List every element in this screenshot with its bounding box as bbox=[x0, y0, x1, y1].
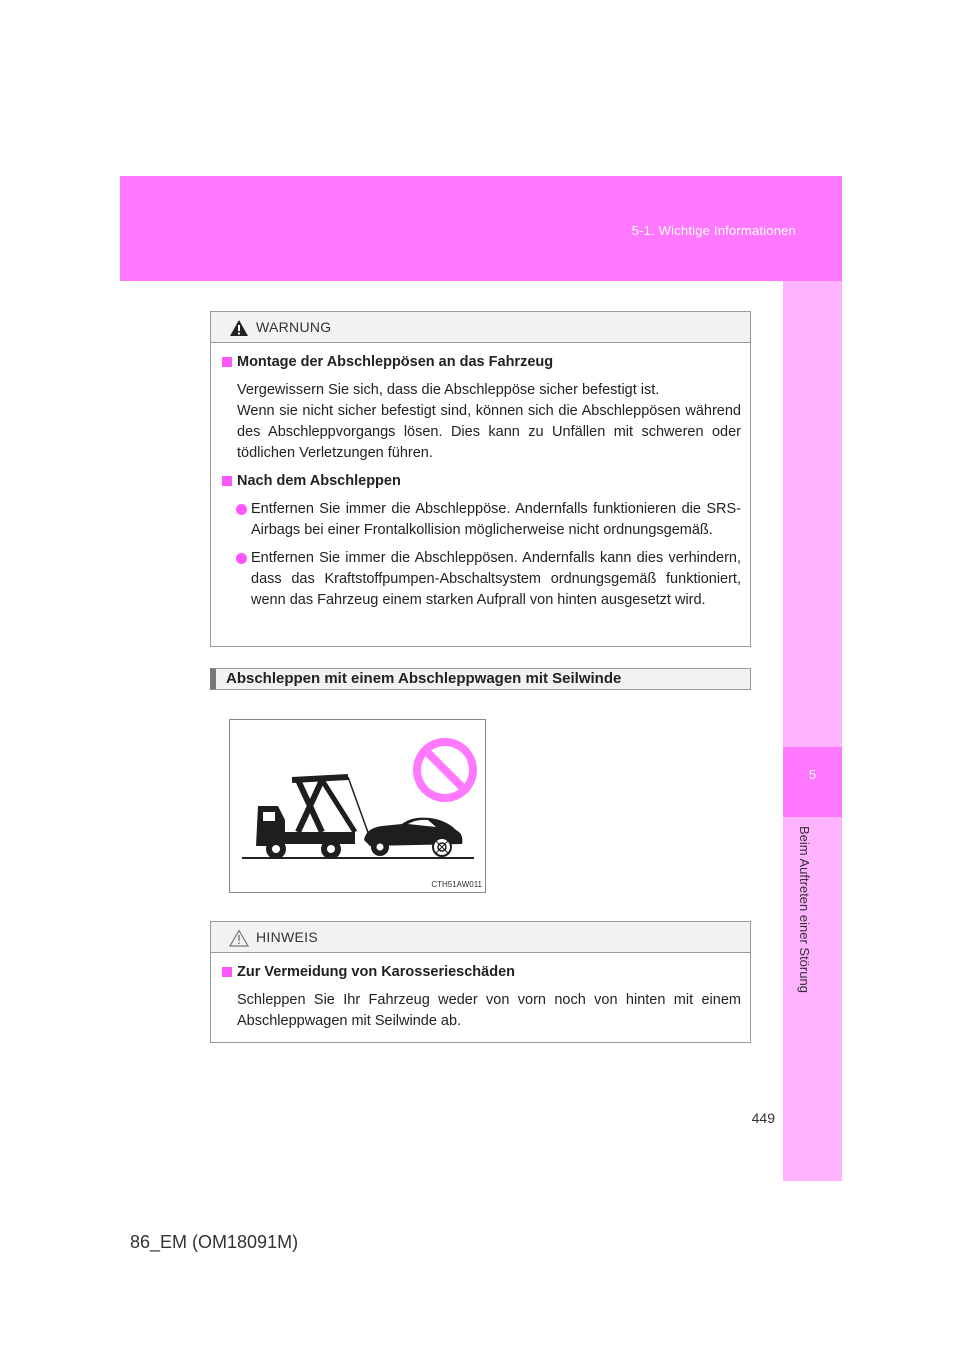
notice-header bbox=[211, 922, 750, 953]
warning-heading-mounting: Montage der Abschleppösen an das Fahrzeug bbox=[220, 352, 741, 373]
chapter-label: Beim Auftreten einer Störung bbox=[797, 826, 812, 993]
caution-icon bbox=[229, 929, 249, 947]
prohibited-icon bbox=[413, 738, 477, 802]
notice-paragraph: Schleppen Sie Ihr Fahrzeug weder von vorn noch von hinten mit einem Abschleppwagen mit Seilwinde ab. bbox=[237, 992, 741, 1029]
document-code: 86_EM (OM18091M) bbox=[130, 1232, 299, 1252]
warning-heading-after-towing: Nach dem Abschleppen bbox=[220, 471, 741, 492]
warning-title: WARNUNG bbox=[256, 319, 332, 335]
warning-bullet: Entfernen Sie immer die Abschleppöse. Andernfalls funktionieren die SRS-Airbags bei einer Frontalkollision möglicherweise nicht ordnungsgemäß. bbox=[220, 499, 741, 541]
square-bullet-icon bbox=[222, 967, 232, 977]
page-number: 449 bbox=[751, 1110, 775, 1126]
warning-header bbox=[211, 312, 750, 343]
illustration-code: CTH51AW011 bbox=[431, 880, 482, 889]
square-bullet-icon bbox=[222, 357, 232, 367]
notice-box bbox=[210, 921, 751, 1043]
warning-icon bbox=[229, 319, 249, 337]
header-band bbox=[120, 176, 842, 281]
car-icon bbox=[364, 818, 462, 856]
chapter-number-box bbox=[783, 747, 842, 817]
notice-title: HINWEIS bbox=[256, 929, 318, 945]
warning-paragraph: Wenn sie nicht sicher befestigt sind, können sich die Abschleppösen während des Abschleppvorgangs lösen. Dies kann zu Unfällen mit schweren oder tödlichen Verletzungen führen. bbox=[237, 403, 741, 461]
square-bullet-icon bbox=[222, 476, 232, 486]
section-subheading: Abschleppen mit einem Abschleppwagen mit Seilwinde bbox=[210, 668, 751, 690]
warning-box bbox=[210, 311, 751, 647]
towing-illustration bbox=[229, 719, 486, 893]
warning-bullet: Entfernen Sie immer die Abschleppösen. Andernfalls kann dies verhindern, dass das Kraftstoffpumpen-Abschaltsystem ordnungsgemäß funktioniert, wenn das Fahrzeug einem starken Aufprall von hinten ausgesetzt wird. bbox=[220, 548, 741, 611]
circle-bullet-icon bbox=[236, 553, 247, 564]
notice-heading: Zur Vermeidung von Karosserieschäden bbox=[220, 962, 741, 983]
chapter-side-tab bbox=[783, 281, 842, 1181]
warning-body bbox=[211, 343, 750, 632]
notice-body bbox=[211, 953, 750, 1053]
chapter-number: 5 bbox=[808, 767, 817, 782]
section-title: 5-1. Wichtige Informationen bbox=[631, 223, 796, 238]
circle-bullet-icon bbox=[236, 504, 247, 515]
warning-paragraph: Vergewissern Sie sich, dass die Abschleppöse sicher befestigt ist. bbox=[237, 382, 660, 398]
towing-illustration-drawing bbox=[230, 720, 487, 894]
tow-truck-icon bbox=[256, 777, 370, 859]
